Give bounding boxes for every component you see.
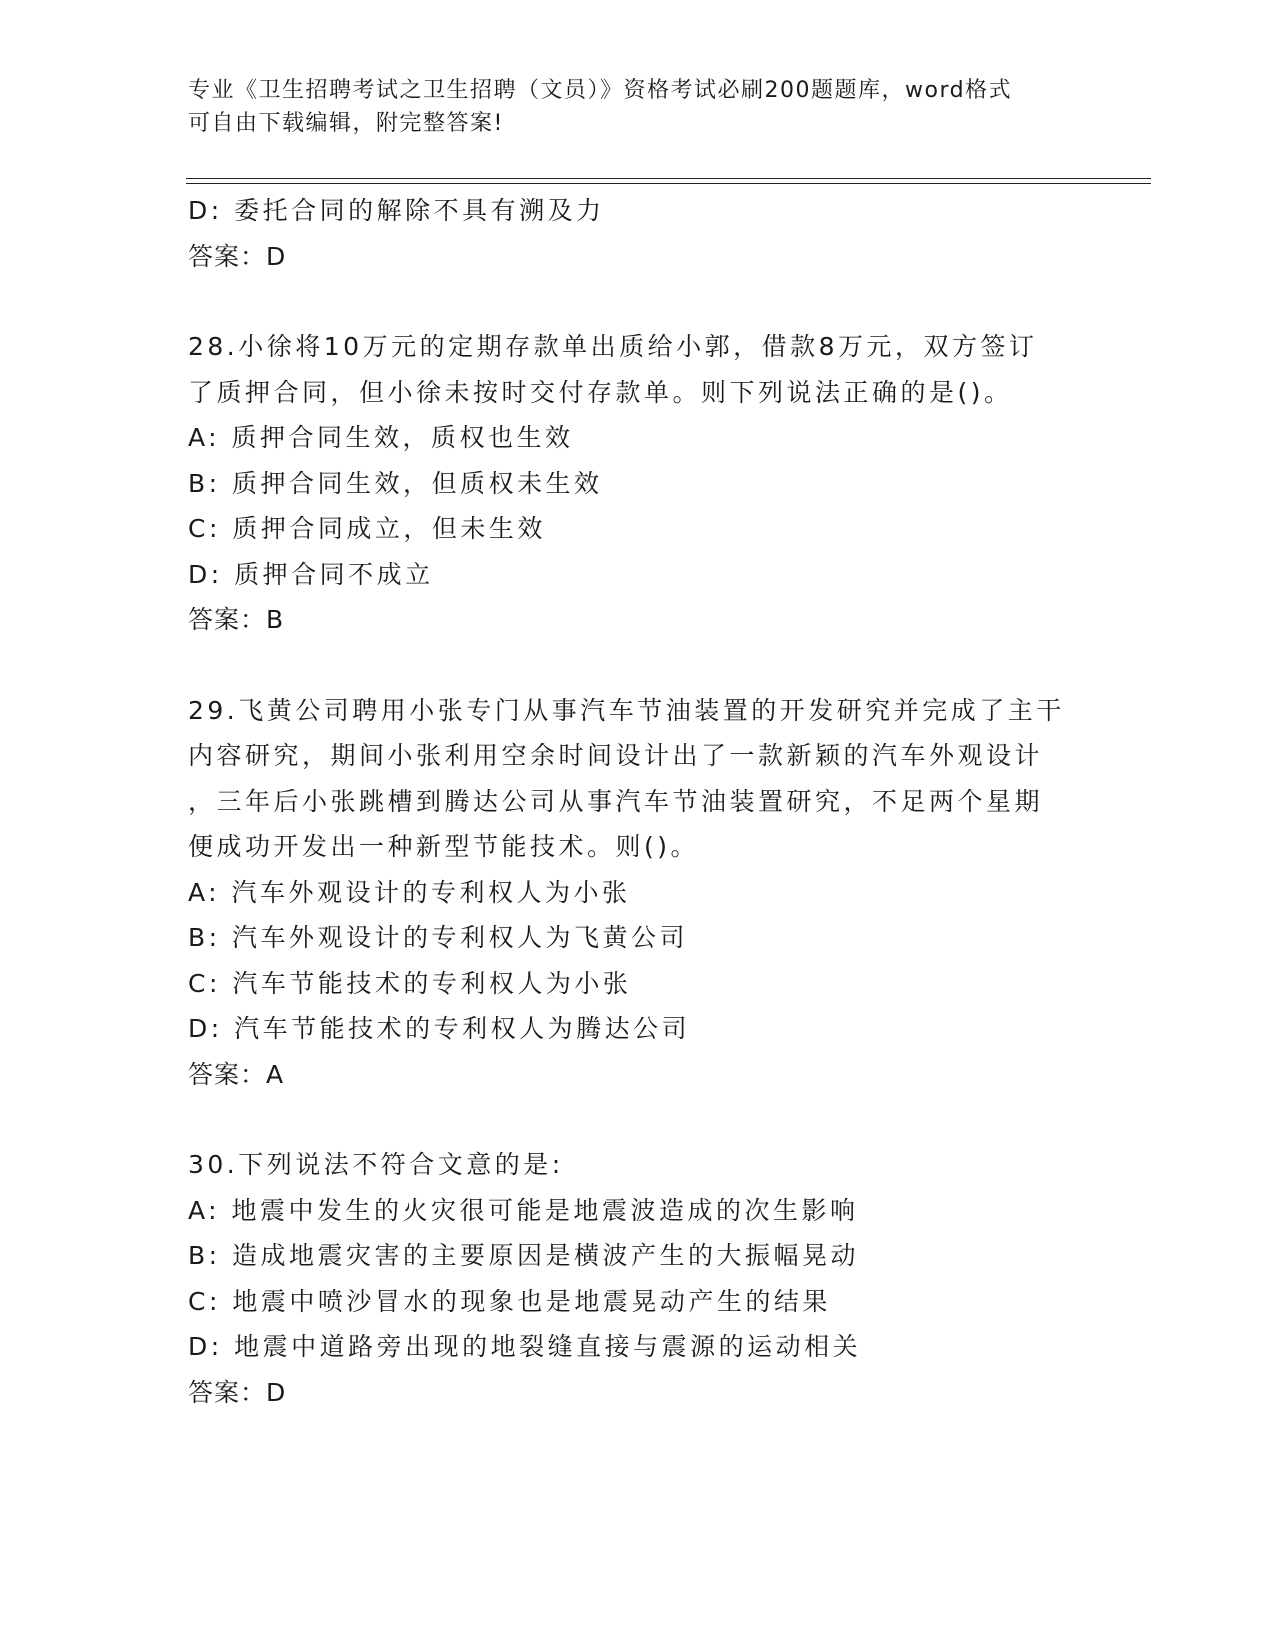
question-stem-line: 便成功开发出一种新型节能技术。则()。 [188, 832, 700, 861]
option-c: C: 汽车节能技术的专利权人为小张 [188, 968, 632, 998]
option-a: A: 质押合同生效，质权也生效 [188, 423, 574, 452]
option-b: B: 汽车外观设计的专利权人为飞黄公司 [188, 923, 689, 952]
option-b: B: 质押合同生效，但质权未生效 [188, 468, 603, 498]
answer-line: 答案：D [188, 241, 287, 271]
option-d: D: 地震中道路旁出现的地裂缝直接与震源的运动相关 [188, 1332, 862, 1361]
question-29 [188, 688, 1088, 1098]
option-d: D: 委托合同的解除不具有溯及力 [188, 196, 605, 225]
option-d: D: 质押合同不成立 [188, 559, 434, 589]
option-a: A: 汽车外观设计的专利权人为小张 [188, 877, 631, 907]
header-divider-bottom [186, 183, 1151, 184]
header-divider-top [186, 178, 1151, 179]
header-line-1: 专业《卫生招聘考试之卫生招聘（文员）》资格考试必刷200题题库，word格式 [188, 78, 1013, 103]
option-b: B: 造成地震灾害的主要原因是横波产生的大振幅晃动 [188, 1241, 860, 1270]
option-d: D: 汽车节能技术的专利权人为腾达公司 [188, 1014, 691, 1043]
page-header [188, 74, 1068, 140]
answer-line: 答案：B [188, 605, 285, 634]
question-30 [188, 1142, 1088, 1415]
header-line-2: 可自由下载编辑，附完整答案! [188, 111, 504, 136]
question-stem-line: 了质押合同，但小徐未按时交付存款单。则下列说法正确的是()。 [188, 377, 1013, 407]
question-28 [188, 324, 1088, 643]
question-stem-line: 内容研究，期间小张利用空余时间设计出了一款新颖的汽车外观设计 [188, 741, 1044, 770]
option-a: A: 地震中发生的火灾很可能是地震波造成的次生影响 [188, 1195, 859, 1225]
question-stem-line: 28.小徐将10万元的定期存款单出质给小郭，借款8万元，双方签订 [188, 332, 1038, 361]
answer-line: 答案：A [188, 1059, 285, 1089]
option-c: C: 地震中喷沙冒水的现象也是地震晃动产生的结果 [188, 1286, 831, 1316]
document-body [188, 188, 1088, 1415]
question-stem-line: ，三年后小张跳槽到腾达公司从事汽车节油装置研究，不足两个星期 [188, 786, 1044, 816]
question-stem-line: 30.下列说法不符合文意的是: [188, 1150, 564, 1179]
question-stem-line: 29.飞黄公司聘用小张专门从事汽车节油装置的开发研究并完成了主干 [188, 695, 1065, 725]
answer-line: 答案：D [188, 1377, 287, 1407]
previous-question-tail [188, 188, 1088, 279]
option-c: C: 质押合同成立，但未生效 [188, 514, 546, 543]
